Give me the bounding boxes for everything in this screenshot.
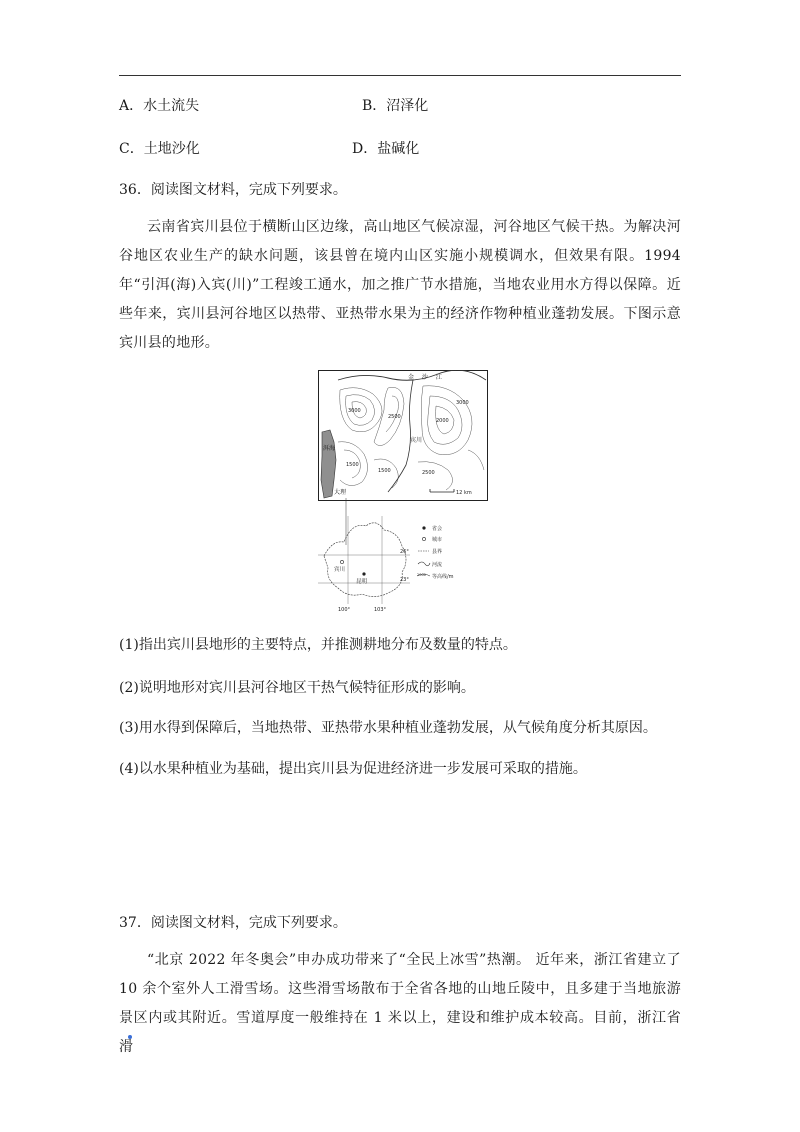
svg-text:2500: 2500 bbox=[422, 470, 435, 476]
question-36-2: (2)说明地形对宾川县河谷地区干热气候特征形成的影响。 bbox=[119, 680, 475, 696]
svg-text:2000: 2000 bbox=[417, 573, 426, 577]
question-36-3: (3)用水得到保障后，当地热带、亚热带水果种植业蓬勃发展，从气候角度分析其原因。 bbox=[119, 720, 657, 736]
main-map-frame bbox=[319, 371, 488, 501]
svg-text:3000: 3000 bbox=[348, 408, 361, 414]
city-label: 大理 bbox=[334, 489, 347, 496]
option-d: D．盐碱化 bbox=[352, 141, 420, 157]
question-36-material: 云南省宾川县位于横断山区边缘，高山地区气候凉湿，河谷地区气候干热。为解决河谷地区农业生产的缺水问题，该县曾在境内山区实施小规模调水，但效果有限。1994 年“引洱(海)入宾(川)”工程竣工通水，加之推广节水措施，当地农业用水方得以保障。近些年来，宾川县河谷地区以热带、亚热带水果为主的经济作物种植业蓬勃发展。下图示意宾川县的地形。 bbox=[119, 219, 681, 351]
svg-text:等高线/m: 等高线/m bbox=[432, 574, 454, 580]
question-37-material: “北京 2022 年冬奥会”申办成功带来了“全民上冰雪”热潮。 近年来，浙江省建立了 10 余个室外人工滑雪场。这些滑雪场散布于全省各地的山地丘陵中，且多建于当地旅游景区内或其附近。雪道厚度一般维持在 1 米以上，建设和维护成本较高。目前，浙江省滑 bbox=[119, 952, 681, 1055]
inset-label-binchuan: 宾川 bbox=[334, 567, 346, 573]
option-b: B．沼泽化 bbox=[362, 98, 429, 114]
svg-text:省会: 省会 bbox=[432, 526, 443, 532]
svg-text:1500: 1500 bbox=[346, 462, 359, 468]
header-rule bbox=[119, 75, 681, 76]
river-top-label: 金 沙 江 bbox=[408, 374, 445, 381]
binchuan-terrain-map bbox=[318, 370, 488, 614]
marker-dot bbox=[128, 1035, 132, 1039]
option-c: C．土地沙化 bbox=[119, 141, 200, 157]
lat-label-23: 23° bbox=[400, 577, 409, 583]
question-37-title: 37．阅读图文材料，完成下列要求。 bbox=[119, 915, 347, 931]
lon-label-100: 100° bbox=[338, 607, 351, 613]
lon-label-103: 103° bbox=[374, 607, 387, 613]
question-36-1: (1)指出宾川县地形的主要特点，并推测耕地分布及数量的特点。 bbox=[119, 637, 517, 653]
option-a: A．水土流失 bbox=[119, 98, 200, 114]
inset-label-kunming: 昆明 bbox=[356, 579, 368, 585]
river-label: 宾川 bbox=[410, 437, 423, 444]
svg-text:城市: 城市 bbox=[432, 537, 443, 543]
svg-text:县界: 县界 bbox=[432, 549, 443, 555]
svg-text:3000: 3000 bbox=[456, 400, 469, 406]
lake-label: 洱海 bbox=[323, 445, 336, 452]
svg-text:河流: 河流 bbox=[432, 562, 443, 568]
map-legend bbox=[417, 525, 454, 580]
svg-text:2500: 2500 bbox=[388, 414, 401, 420]
question-36-4: (4)以水果种植业为基础，提出宾川县为促进经济进一步发展可采取的措施。 bbox=[119, 761, 587, 777]
scale-label: 12 km bbox=[456, 490, 472, 496]
svg-text:1500: 1500 bbox=[378, 468, 391, 474]
inset-map bbox=[318, 516, 410, 613]
question-36-title: 36．阅读图文材料，完成下列要求。 bbox=[119, 182, 347, 198]
svg-text:2000: 2000 bbox=[436, 418, 449, 424]
lat-label-26: 26° bbox=[400, 549, 409, 555]
